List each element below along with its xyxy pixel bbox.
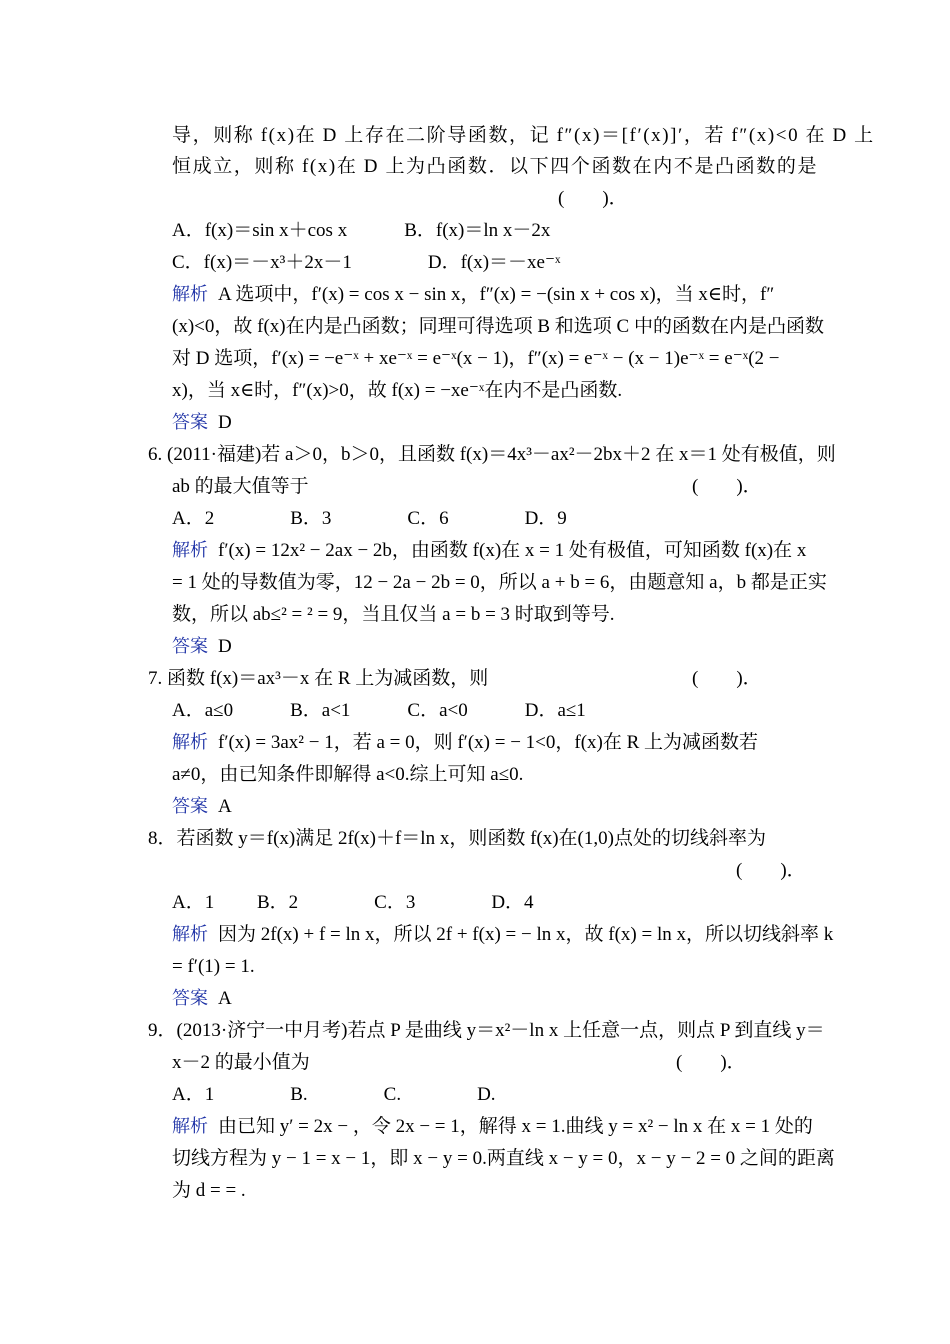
q6-solution-line-1 (172, 539, 806, 563)
q8-answer-value: A (218, 988, 232, 1009)
q6-answer-paren: ( )． (692, 476, 762, 497)
q7-solution-line-2: a≠0，由已知条件即解得 a<0.综上可知 a≤0. (172, 764, 524, 785)
q8-answer-paren: ( )． (736, 860, 806, 881)
answer-label: 答案 (172, 796, 208, 817)
p5-solution-line-2: (x)<0，故 f(x)在内是凸函数；同理可得选项 B 和选项 C 中的函数在内是凸函数 (172, 316, 824, 337)
q9-stem-line-2: x－2 的最小值为 (172, 1052, 310, 1073)
q8-options: A．1 B．2 C．3 D．4 (172, 892, 534, 913)
q8-stem: 8．若函数 y＝f(x)满足 2f(x)＋f＝ln x，则函数 f(x)在(1,0)点处的切线斜率为 (148, 828, 766, 849)
p5-answer-line (172, 411, 232, 435)
analysis-label: 解析 (172, 924, 208, 945)
analysis-label: 解析 (172, 284, 208, 305)
p5-solution-line-4: x)，当 x∈时，f″(x)>0，故 f(x) = −xe⁻ˣ在内不是凸函数. (172, 380, 623, 401)
q6-solution-line-2: = 1 处的导数值为零，12 − 2a − 2b = 0，所以 a + b = 6，由题意知 a，b 都是正实 (172, 572, 827, 593)
q7-answer-paren: ( )． (692, 668, 762, 689)
q6-stem-line-1: 6. (2011·福建)若 a＞0，b＞0，且函数 f(x)＝4x³－ax²－2bx＋2 在 x＝1 处有极值，则 (148, 444, 836, 465)
q7-options: A．a≤0 B．a<1 C．a<0 D．a≤1 (172, 700, 586, 721)
q7-solution-text-1: f′(x) = 3ax² − 1，若 a = 0，则 f′(x) = − 1<0，f(x)在 R 上为减函数若 (218, 732, 759, 753)
q7-answer-value: A (218, 796, 232, 817)
q9-solution-line-3: 为 d = = . (172, 1180, 246, 1201)
answer-label: 答案 (172, 988, 208, 1009)
p5-options-row-2: C．f(x)＝－x³＋2x－1 D．f(x)＝－xe⁻ˣ (172, 252, 561, 273)
answer-label: 答案 (172, 412, 208, 433)
p5-solution-line-1 (172, 283, 774, 307)
q9-options: A．1 B. C. D. (172, 1084, 496, 1105)
q6-answer-value: D (218, 636, 232, 657)
p5-solution-line-3: 对 D 选项，f′(x) = −e⁻ˣ + xe⁻ˣ = e⁻ˣ(x − 1)，f″(x) = e⁻ˣ − (x − 1)e⁻ˣ = e⁻ˣ(2 − (172, 348, 780, 369)
q8-solution-line-2: = f′(1) = 1. (172, 956, 255, 977)
q7-solution-line-1 (172, 731, 758, 755)
p5-options-row-1: A．f(x)＝sin x＋cos x B．f(x)＝ln x－2x (172, 220, 551, 241)
q7-answer-line (172, 795, 232, 819)
q6-options: A．2 B．3 C．6 D．9 (172, 508, 567, 529)
p5-stem-line-1: 导，则称 f(x)在 D 上存在二阶导函数，记 f″(x)＝[f′(x)]′，若 f″(x)<0 在 D 上 (172, 125, 875, 146)
q9-answer-paren: ( )． (676, 1052, 746, 1073)
analysis-label: 解析 (172, 540, 208, 561)
analysis-label: 解析 (172, 732, 208, 753)
q8-solution-line-1 (172, 923, 833, 947)
q6-answer-line (172, 635, 232, 659)
q9-solution-line-2: 切线方程为 y − 1 = x − 1，即 x − y = 0.两直线 x − y = 0，x − y − 2 = 0 之间的距离 (172, 1148, 835, 1169)
q8-solution-text-1: 因为 2f(x) + f = ln x，所以 2f + f(x) = − ln x，故 f(x) = ln x，所以切线斜率 k (218, 924, 834, 945)
p5-stem-line-2: 恒成立，则称 f(x)在 D 上为凸函数．以下四个函数在内不是凸函数的是 (172, 156, 819, 177)
q6-solution-line-3: 数，所以 ab≤² = ² = 9，当且仅当 a = b = 3 时取到等号. (172, 604, 615, 625)
answer-label: 答案 (172, 636, 208, 657)
q6-stem-line-2: ab 的最大值等于 (172, 476, 309, 497)
q9-solution-text-1: 由已知 y′ = 2x − ，令 2x − = 1，解得 x = 1.曲线 y = x² − ln x 在 x = 1 处的 (218, 1116, 813, 1137)
p5-solution-text-1: A 选项中，f′(x) = cos x − sin x，f″(x) = −(sin x + cos x)，当 x∈时，f″ (218, 284, 775, 305)
q6-solution-text-1: f′(x) = 12x² − 2ax − 2b，由函数 f(x)在 x = 1 处有极值，可知函数 f(x)在 x (218, 540, 807, 561)
p5-answer-value: D (218, 412, 232, 433)
q9-solution-line-1 (172, 1115, 813, 1139)
analysis-label: 解析 (172, 1116, 208, 1137)
q7-stem: 7. 函数 f(x)＝ax³－x 在 R 上为减函数，则 (148, 668, 489, 689)
q9-stem-line-1: 9．(2013·济宁一中月考)若点 P 是曲线 y＝x²－ln x 上任意一点，则点 P 到直线 y＝ (148, 1020, 825, 1041)
q8-answer-line (172, 987, 232, 1011)
p5-answer-paren: ( )． (558, 188, 628, 209)
